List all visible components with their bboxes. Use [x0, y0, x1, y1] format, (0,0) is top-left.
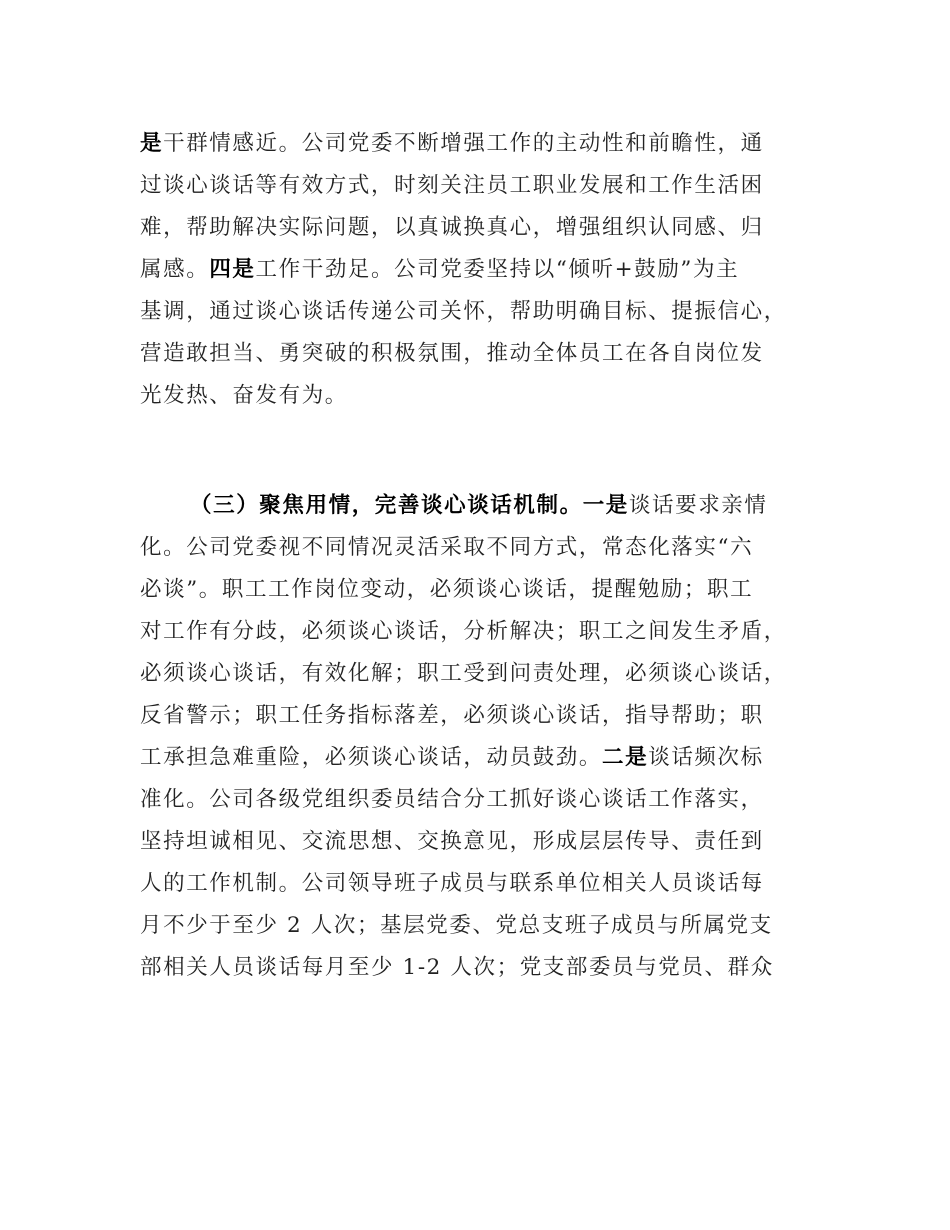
text-run: 干群情感近。公司党委不断增强工作的主动性和前瞻性，通: [163, 131, 764, 156]
text-run: 过谈心谈话等有效方式，时刻关注员工职业发展和工作生活困: [140, 173, 764, 198]
text-run: 化。公司党委视不同情况灵活采取不同方式，常态化落实“六: [140, 535, 754, 560]
text-run: 营造敢担当、勇突破的积极氛围，推动全体员工在各自岗位发: [140, 341, 764, 366]
text-run: 光发热、奋发有为。: [140, 383, 348, 408]
bold-run: 二是: [602, 745, 649, 770]
text-line: [140, 570, 830, 610]
text-line: [140, 528, 830, 568]
text-run: 属感。: [140, 257, 210, 282]
text-line: [140, 696, 830, 736]
text-line: [140, 738, 830, 778]
text-run: 基调，通过谈心谈话传递公司关怀，帮助明确目标、提振信心，: [140, 299, 787, 324]
text-run: 工承担急难重险，必须谈心谈话，动员鼓劲。: [140, 745, 603, 770]
text-line: [140, 822, 830, 862]
text-run: 部相关人员谈话每月至少 1-2 人次；党支部委员与党员、群众: [140, 955, 774, 980]
text-line: [190, 486, 830, 526]
text-line: [140, 292, 830, 332]
bold-run: 四是: [209, 257, 256, 282]
text-run: 反省警示；职工任务指标落差，必须谈心谈话，指导帮助；职: [140, 703, 764, 728]
text-line: [140, 948, 830, 988]
text-line: [140, 612, 830, 652]
text-line: [140, 864, 830, 904]
text-run: 必谈”。职工工作岗位变动，必须谈心谈话，提醒勉励；职工: [140, 577, 754, 602]
text-line: [140, 124, 830, 164]
text-run: 对工作有分歧，必须谈心谈话，分析解决；职工之间发生矛盾，: [140, 619, 787, 644]
text-run: 谈话要求亲情: [628, 493, 768, 518]
text-line: [140, 780, 830, 820]
text-run: 难，帮助解决实际问题，以真诚换真心，增强组织认同感、归: [140, 215, 764, 240]
text-run: 准化。公司各级党组织委员结合分工抓好谈心谈话工作落实，: [140, 787, 764, 812]
text-run: 必须谈心谈话，有效化解；职工受到问责处理，必须谈心谈话，: [140, 661, 787, 686]
text-line: [140, 250, 830, 290]
text-run: 月不少于至少 2 人次；基层党委、党总支班子成员与所属党支: [140, 913, 773, 938]
bold-run: （三）聚焦用情，完善谈心谈话机制。一是: [190, 493, 629, 518]
text-line: [140, 334, 830, 374]
text-line: [140, 166, 830, 206]
text-run: 谈话频次标: [648, 745, 764, 770]
text-line: [140, 376, 830, 416]
text-run: 坚持坦诚相见、交流思想、交换意见，形成层层传导、责任到: [140, 829, 764, 854]
bold-run: 是: [140, 131, 164, 156]
text-line: [140, 906, 830, 946]
text-line: [140, 654, 830, 694]
text-line: [140, 208, 830, 248]
text-run: 工作干劲足。公司党委坚持以“倾听+鼓励”为主: [255, 257, 740, 282]
text-run: 人的工作机制。公司领导班子成员与联系单位相关人员谈话每: [140, 871, 764, 896]
